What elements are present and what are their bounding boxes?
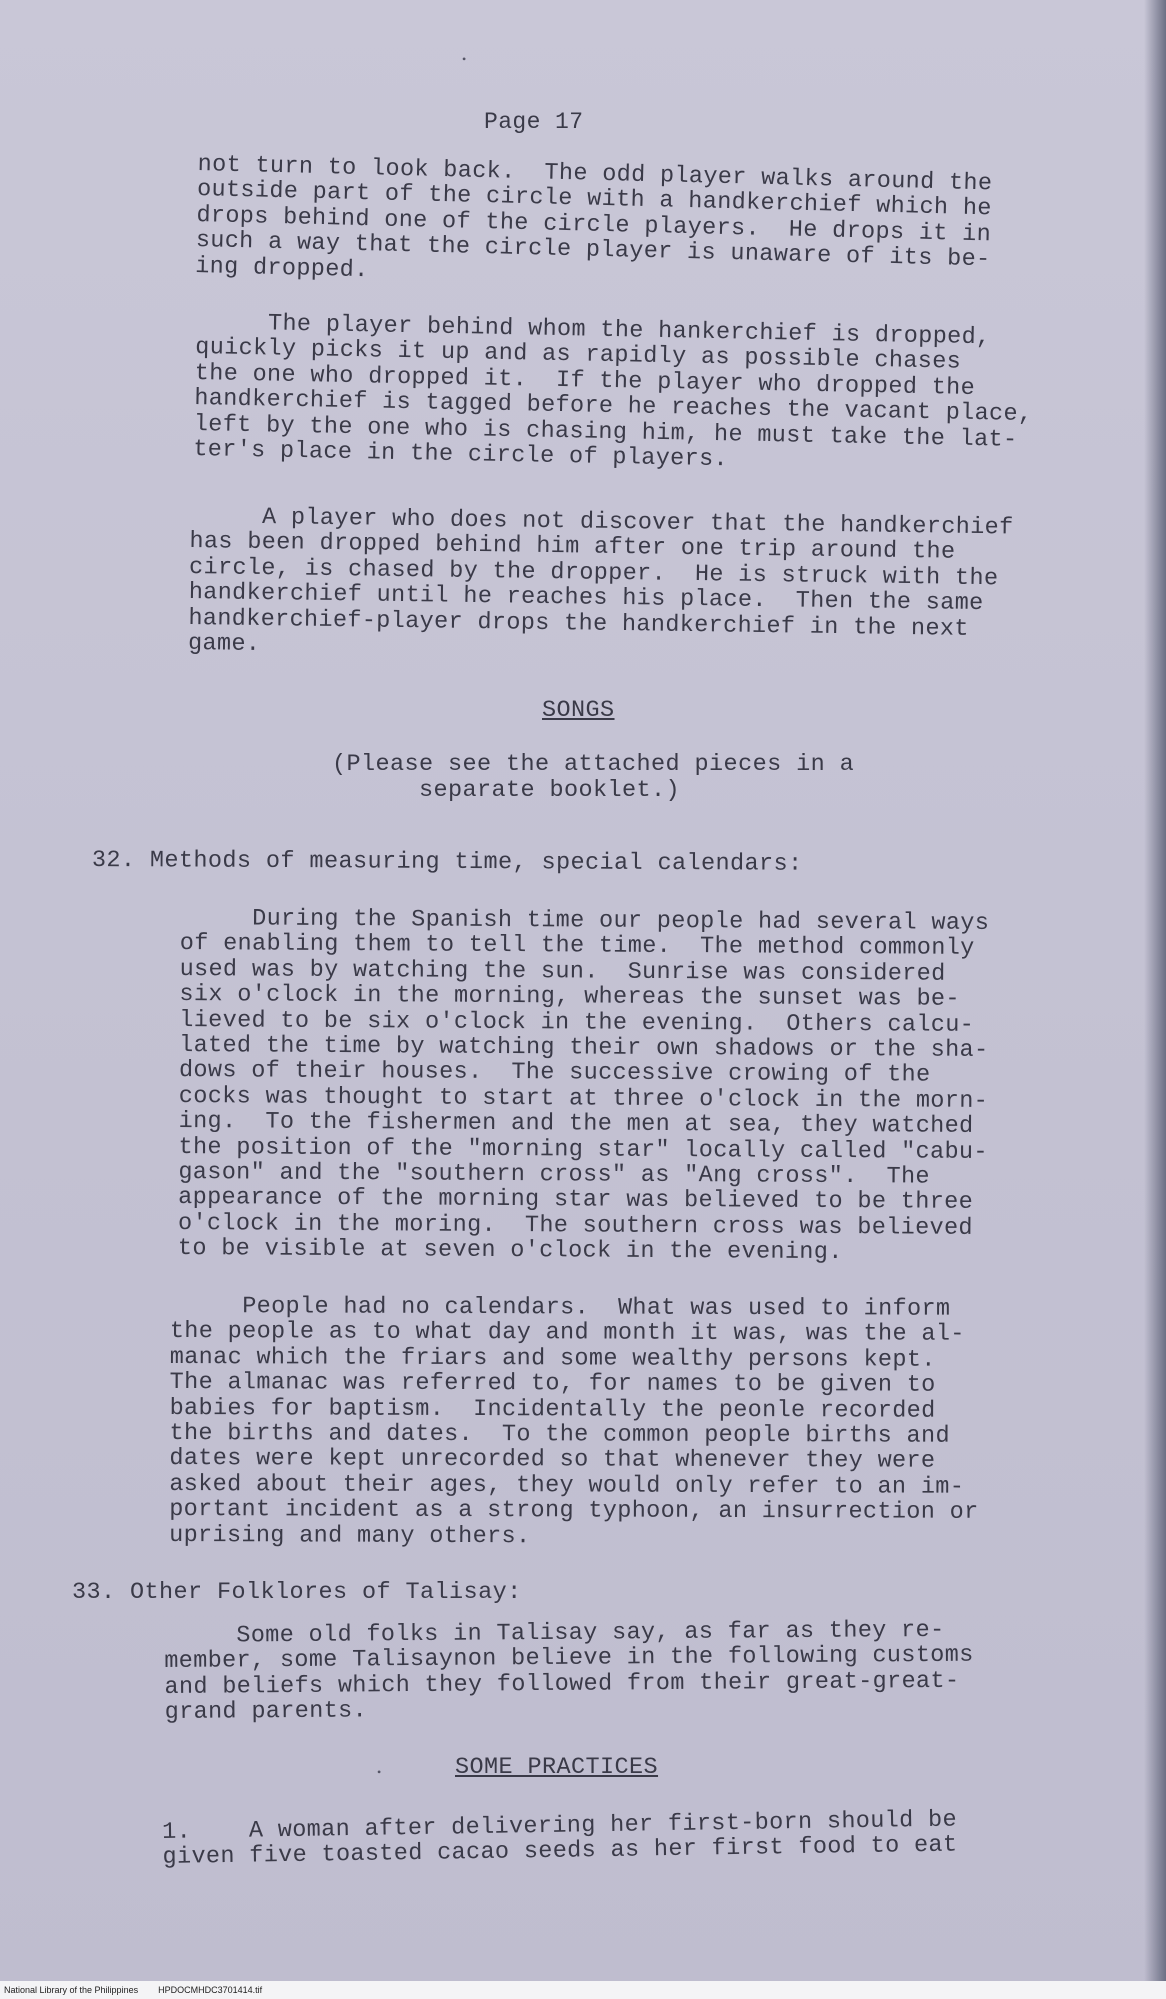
item-32-paragraph-calendars: People had no calendars. What was used to inform the people as to what day and month it was, was the al- manac which the friars and some wealthy persons kept. The almanac was referred to, for names to be given to babies for baptism. Incidentally the peonle recorded the births and dates. To the common people births and dates were kept unrecorded so that whenever they were asked about their ages, they would only refer to an im- portant incident as a strong typhoon, an insurrection or uprising and many others. bbox=[169, 1293, 979, 1550]
paragraph-struck: A player who does not discover that the handkerchief has been dropped behind him after one trip around the circle, is chased by the dropper. He is struck with the handkerchief until he reaches his place. Then the same handkerchief-player drops the handkerchief in the next game. bbox=[187, 503, 1014, 659]
some-practices-heading: SOME PRACTICES bbox=[455, 1754, 659, 1781]
ink-mark: • bbox=[462, 52, 467, 66]
page-number: Page 17 bbox=[484, 109, 584, 135]
ink-mark: • bbox=[377, 1765, 382, 1779]
paragraph-chase: The player behind whom the hankerchief is dropped, quickly picks it up and as rapidly as possible chases the one who dropped it. If the player who dropped the handkerchief is tagged before he reaches the vacant place, left by the one who is chasing him, he must take the lat- ter's place in the circle of players. bbox=[193, 309, 1033, 474]
songs-heading: SONGS bbox=[542, 697, 615, 724]
footer-file-id: HPDOCMHDC3701414.tif bbox=[158, 1985, 263, 1995]
songs-note: (Please see the attached pieces in a separate booklet.) bbox=[332, 751, 855, 804]
practice-1-text: 1. A woman after delivering her first-born should be given five toasted cacao seeds as her first food to eat bbox=[161, 1806, 958, 1872]
item-33-heading: 33. Other Folklores of Talisay: bbox=[72, 1579, 522, 1606]
scan-footer bbox=[0, 1981, 1166, 1999]
paragraph-game-rules: not turn to look back. The odd player walks around the outside part of the circle with a handkerchief which he drops behind one of the circle players. He drops it in such a way that the circle player is unaware of its be- ing dropped. bbox=[194, 151, 993, 284]
footer-source: National Library of the Philippines bbox=[4, 1985, 139, 1995]
page-edge-shadow bbox=[1144, 0, 1166, 1999]
item-33-paragraph-folklore: Some old folks in Talisay say, as far as they re- member, some Talisaynon believe in the following customs and beliefs which they followed from their great-great- grand parents. bbox=[163, 1616, 974, 1727]
item-32-heading: 32. Methods of measuring time, special calendars: bbox=[91, 847, 803, 878]
item-32-paragraph-time: During the Spanish time our people had several ways of enabling them to tell the time. The method commonly used was by watching the sun. Sunrise was considered six o'clock in the morning, whereas the sunset was be- lieved to be six o'clock in the evening. Others calcu- lated the time by watching their own shadows or the sha- dows of their houses. The successive crowing of the cocks was thought to start at three o'clock in the morn- ing. To the fishermen and the men at sea, they watched the position of the "morning star" locally called "cabu- gason" and the "southern cross" as "Ang cross". The appearance of the morning star was believed to be three o'clock in the moring. The southern cross was believed to be visible at seven o'clock in the evening. bbox=[177, 905, 990, 1267]
